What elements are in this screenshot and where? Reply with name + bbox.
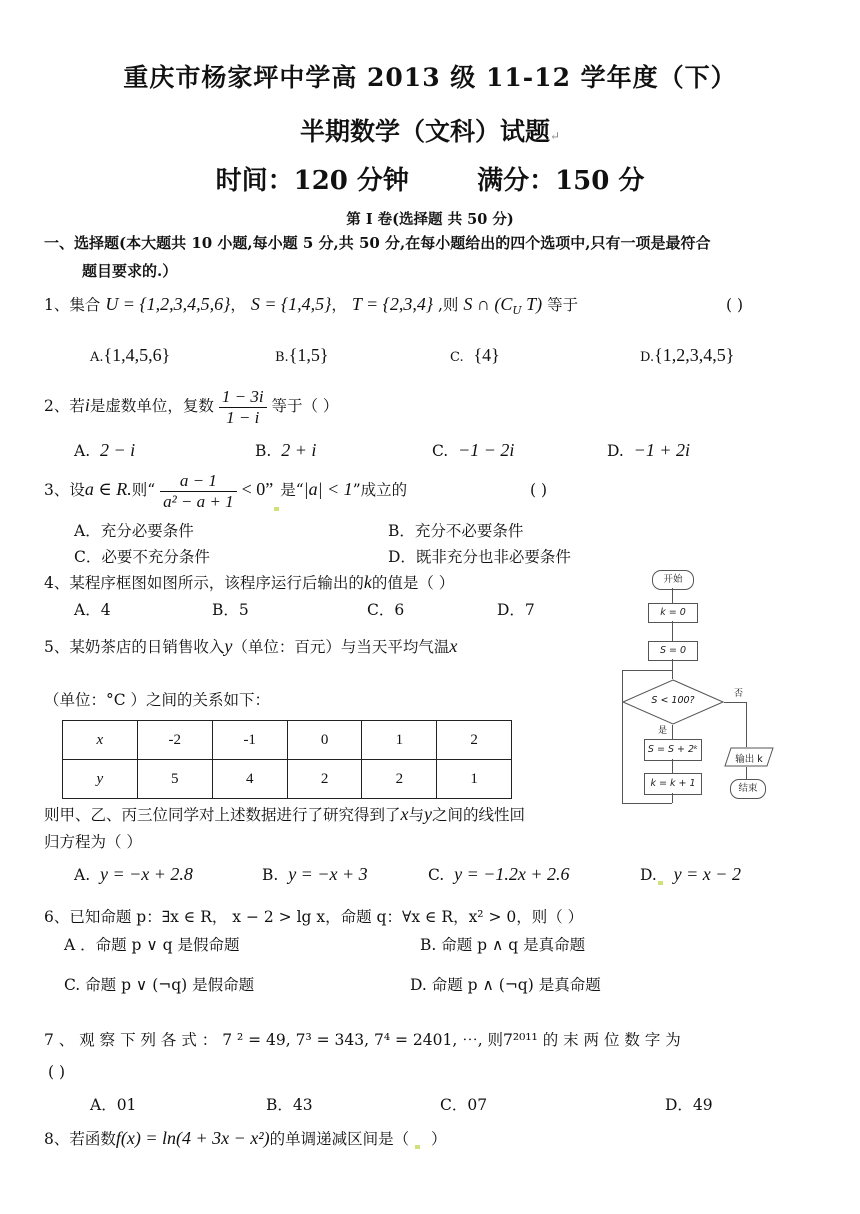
question-3: 3、设a ∈ R.则“ $\frac{a - 1}{\text{a² − a + 1}}$ < 0” 是“|a| < 1”成立的 <box>44 471 408 511</box>
exam-subtitle: 半期数学（文科）试题↵ <box>299 117 561 146</box>
table-header-y: y <box>63 760 138 799</box>
q7-option-d: D．49 <box>665 1096 713 1114</box>
q3-option-a: A．充分必要条件 <box>74 522 194 540</box>
question-5-line3: 则甲、乙、丙三位同学对上述数据进行了研究得到了x与y之间的线性回 <box>44 804 526 824</box>
flow-update-k: k = k + 1 <box>644 773 702 795</box>
temperature-sales-table <box>62 720 512 799</box>
question-5-line1: 5、某奶茶店的日销售收入y（单位：百元）与当天平均气温x <box>44 636 458 656</box>
question-7-answer-paren: ( ) <box>48 1063 66 1081</box>
part-heading-line2: 题目要求的.） <box>82 262 178 280</box>
flow-output: 输出 k <box>735 754 763 765</box>
q2-option-d: D. −1 + 2i <box>607 440 690 460</box>
table-cell: 1 <box>437 760 512 799</box>
time-label: 时间：120 分钟 <box>215 166 409 196</box>
q4-option-a: A．4 <box>74 601 111 619</box>
flow-condition: S < 100? <box>651 695 695 706</box>
q6-option-c: C. 命题 p ∨ (¬q) 是假命题 <box>64 976 255 994</box>
question-8: 8、若函数f(x) = ln(4 + 3x − x²)的单调递减区间是（ ） <box>44 1128 447 1148</box>
q5-option-d: D. y = x − 2 <box>640 864 741 884</box>
q1-option-b: B.{1,5} <box>275 345 329 365</box>
q7-option-c: C．07 <box>440 1096 488 1114</box>
table-cell: 2 <box>362 760 437 799</box>
q2-option-c: C. −1 − 2i <box>432 440 515 460</box>
program-flowchart <box>600 565 810 815</box>
q6-option-a: A ．命题 p ∨ q 是假命题 <box>64 936 240 954</box>
table-row-x <box>63 721 512 760</box>
q3-option-c: C．必要不充分条件 <box>74 548 210 566</box>
q4-option-d: D．7 <box>497 601 535 619</box>
table-cell: -1 <box>212 721 287 760</box>
table-cell: 2 <box>287 760 362 799</box>
q6-option-b: B. 命题 p ∧ q 是真命题 <box>420 936 586 954</box>
table-header-x: x <box>63 721 138 760</box>
q1-option-c: C. {4} <box>450 345 500 365</box>
question-7: 7 、 观 察 下 列 各 式 ： 7 ² = 49, 7³ = 343, 7⁴ = 2401, ⋯, 则7²⁰¹¹ 的 末 两 位 数 字 为 <box>44 1031 681 1049</box>
question-3-answer-paren: ( ) <box>530 481 548 499</box>
question-6: 6、已知命题 p：∃x ∈ R， x − 2 > lg x，命题 q：∀x ∈ R，x² > 0，则（ ） <box>44 908 584 926</box>
flow-no-label: 否 <box>734 689 744 699</box>
question-5-line2: （单位：°C ）之间的关系如下： <box>44 691 271 709</box>
q7-option-b: B．43 <box>266 1096 313 1114</box>
flow-init-s: S = 0 <box>648 641 698 661</box>
table-cell: -2 <box>137 721 212 760</box>
part-heading-line1: 一、选择题(本大题共 10 小题,每小题 5 分,共 50 分,在每小题给出的四个选项中,只有一项是最符合 <box>44 234 711 252</box>
question-2: 2、若i是虚数单位，复数 $\frac{1 - 3i}{1 - i}$ 等于（ ） <box>44 387 339 427</box>
flow-init-k: k = 0 <box>648 603 698 623</box>
table-cell: 2 <box>437 721 512 760</box>
question-5-line4: 归方程为（ ） <box>44 833 142 851</box>
q3-option-b: B．充分不必要条件 <box>388 522 524 540</box>
table-cell: 5 <box>137 760 212 799</box>
exam-time-score <box>0 160 860 197</box>
table-cell: 4 <box>212 760 287 799</box>
table-cell: 0 <box>287 721 362 760</box>
question-4: 4、某程序框图如图所示，该程序运行后输出的k的值是（ ） <box>44 572 455 592</box>
flow-start: 开始 <box>652 570 694 590</box>
flow-update-s: S = S + 2ᵏ <box>644 739 702 761</box>
q7-option-a: A．01 <box>90 1096 137 1114</box>
q4-option-b: B．5 <box>212 601 249 619</box>
q5-option-a: A. y = −x + 2.8 <box>74 864 193 884</box>
q2-option-a: A. 2 − i <box>74 440 136 460</box>
q6-option-d: D. 命题 p ∧ (¬q) 是真命题 <box>410 976 601 994</box>
table-cell: 1 <box>362 721 437 760</box>
section-heading: 第 I 卷(选择题 共 50 分) <box>346 211 514 228</box>
q1-option-a: A.{1,4,5,6} <box>90 345 171 365</box>
exam-title: 重庆市杨家坪中学高 2013 级 11-12 学年度（下） <box>123 63 737 92</box>
q5-option-c: C. y = −1.2x + 2.6 <box>428 864 570 884</box>
question-1: 1、集合 U = {1,2,3,4,5,6}， S = {1,4,5}， T = {2,3,4} ,则 S ∩ ($C_U$ T) 等于 <box>44 294 579 318</box>
flow-end: 结束 <box>730 779 766 799</box>
q3-option-d: D．既非充分也非必要条件 <box>388 548 571 566</box>
q1-option-d: D.{1,2,3,4,5} <box>640 345 735 365</box>
flow-yes-label: 是 <box>658 726 668 736</box>
score-label: 满分：150 分 <box>477 166 645 196</box>
q2-option-b: B. 2 + i <box>255 440 317 460</box>
q5-option-b: B. y = −x + 3 <box>262 864 368 884</box>
question-1-answer-paren: ( ) <box>726 296 744 314</box>
q4-option-c: C．6 <box>367 601 405 619</box>
table-row-y <box>63 760 512 799</box>
